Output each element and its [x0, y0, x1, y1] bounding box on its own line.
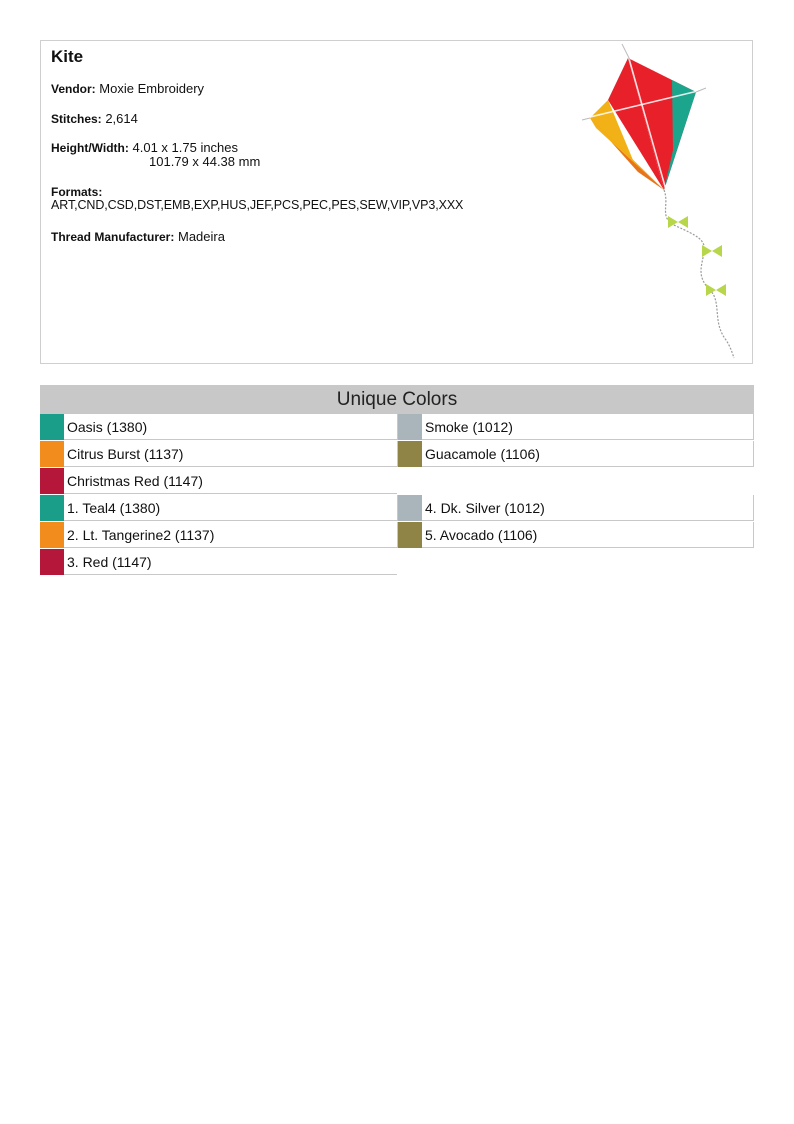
- color-row: [397, 495, 754, 521]
- color-label: 5. Avocado (1106): [425, 527, 538, 543]
- unique-colors-header: Unique Colors: [40, 385, 754, 414]
- color-swatch: [40, 522, 64, 548]
- height-width-label: Height/Width:: [51, 141, 129, 155]
- formats-label: Formats:: [51, 185, 103, 199]
- kite-bow-3: [706, 284, 726, 296]
- color-label: Christmas Red (1147): [67, 473, 203, 489]
- color-label: Guacamole (1106): [425, 446, 540, 462]
- color-label: 2. Lt. Tangerine2 (1137): [67, 527, 215, 543]
- thread-value: Madeira: [177, 229, 225, 244]
- thread-label: Thread Manufacturer:: [51, 230, 175, 244]
- height-width-inches: 4.01 x 1.75 inches: [132, 140, 239, 155]
- color-swatch: [398, 522, 422, 548]
- color-row: [397, 414, 754, 440]
- color-label: 1. Teal4 (1380): [67, 500, 161, 516]
- color-swatch: [398, 495, 422, 521]
- color-swatch: [40, 495, 64, 521]
- color-swatch: [40, 468, 64, 494]
- color-row: [397, 522, 754, 548]
- color-row: [40, 441, 397, 467]
- color-label: Citrus Burst (1137): [67, 446, 184, 462]
- kite-stick-top: [622, 44, 630, 60]
- unique-colors-table: [40, 385, 754, 570]
- color-swatch: [40, 414, 64, 440]
- color-swatch: [40, 549, 64, 575]
- vendor-row: [51, 82, 204, 96]
- kite-stick-right: [696, 88, 706, 92]
- design-title: Kite: [51, 47, 84, 66]
- color-label: 4. Dk. Silver (1012): [425, 500, 545, 516]
- color-row: [40, 495, 397, 521]
- color-row: [397, 441, 754, 467]
- height-width-row: [51, 141, 260, 168]
- stitches-value: 2,614: [105, 111, 138, 126]
- color-row: [40, 468, 397, 494]
- color-swatch: [398, 414, 422, 440]
- kite-illustration: [578, 40, 740, 362]
- formats-value: ART,CND,CSD,DST,EMB,EXP,HUS,JEF,PCS,PEC,PES,SEW,VIP,VP3,XXX: [51, 198, 464, 212]
- stitches-row: [51, 112, 138, 126]
- stitches-label: Stitches:: [51, 112, 102, 126]
- height-width-mm: 101.79 x 44.38 mm: [149, 154, 261, 169]
- color-row: [40, 549, 397, 575]
- vendor-value: Moxie Embroidery: [99, 81, 205, 96]
- color-label: Oasis (1380): [67, 419, 148, 435]
- color-swatch: [398, 441, 422, 467]
- vendor-label: Vendor:: [51, 82, 96, 96]
- kite-bow-1: [668, 216, 688, 228]
- color-row: [40, 414, 397, 440]
- kite-tail-string: [664, 190, 734, 358]
- color-label: Smoke (1012): [425, 419, 513, 435]
- color-row: [40, 522, 397, 548]
- color-label: 3. Red (1147): [67, 554, 152, 570]
- thread-row: [51, 230, 225, 244]
- kite-bow-2: [702, 245, 722, 257]
- color-swatch: [40, 441, 64, 467]
- formats-row: [51, 185, 463, 212]
- kite-stick-left: [582, 118, 590, 120]
